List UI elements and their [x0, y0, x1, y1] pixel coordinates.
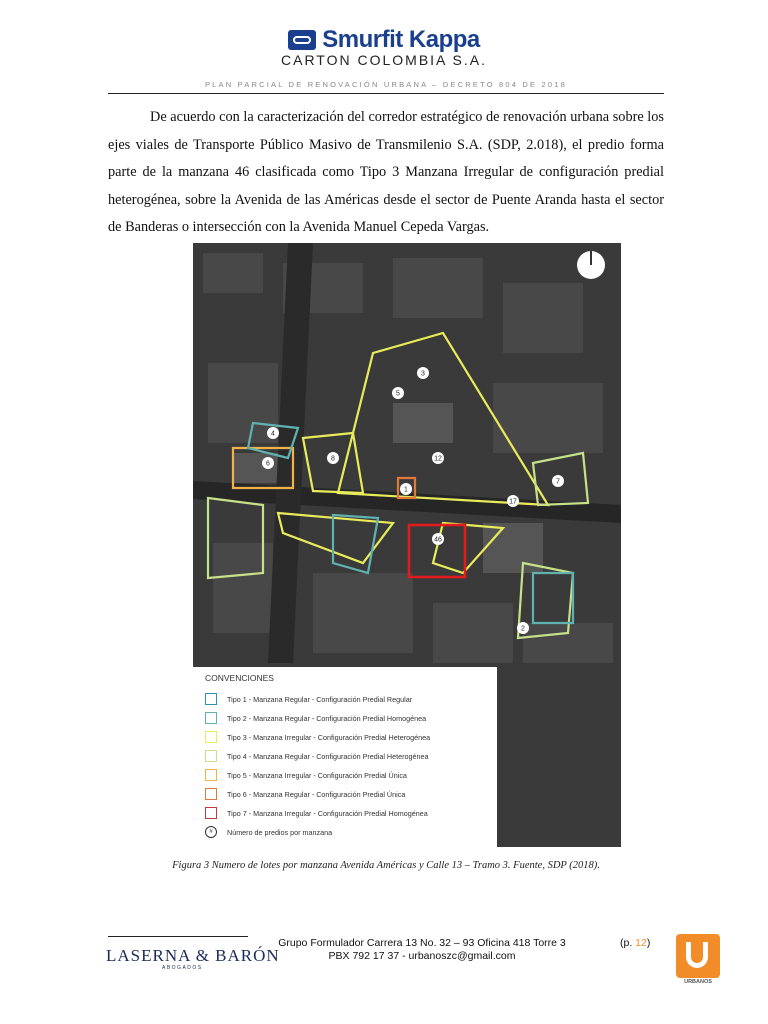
legend-swatch	[205, 807, 217, 819]
legend-title: CONVENCIONES	[205, 673, 274, 683]
header-divider	[108, 93, 664, 94]
figure-caption: Figura 3 Numero de lotes por manzana Avenida Américas y Calle 13 – Tramo 3. Fuente, SDP (2018).	[172, 860, 600, 871]
plan-title: PLAN PARCIAL DE RENOVACIÓN URBANA – DECRETO 804 DE 2018	[204, 80, 568, 89]
legend-label: Tipo 7 - Manzana Irregular - Configuración Predial Homogénea	[227, 808, 428, 818]
law-firm-logo: LASERNA & BARÓN	[106, 946, 280, 965]
urbanos-logo-icon	[676, 934, 720, 978]
block-number: 5	[396, 390, 400, 398]
block-number: 1	[404, 486, 408, 494]
legend-item-number	[205, 826, 332, 838]
legend-label: Tipo 4 - Manzana Regular - Configuración Predial Heterogénea	[227, 751, 429, 761]
legend-label: Tipo 5 - Manzana Irregular - Configuración Predial Única	[227, 770, 407, 780]
footer-divider	[108, 936, 248, 937]
law-firm-subtitle: ABOGADOS	[162, 965, 203, 971]
block-number: 3	[421, 370, 425, 378]
legend-item-tipo-5	[205, 769, 407, 781]
map-legend	[193, 667, 497, 847]
body-paragraph: De acuerdo con la caracterización del corredor estratégico de renovación urbana sobre los ejes viales de Transporte Público Masivo de Transmilenio S.A. (SDP, 2.018), el predio forma parte de la manzana 46 clasificada como Tipo 3 Manzana Irregular de configuración predial heterogénea, sobre la Avenida de las Américas desde el sector de Puente Aranda hasta el sector de Banderas o intersección con la Avenida Manuel Cepeda Vargas.	[108, 109, 664, 235]
address-line-2: PBX 792 17 37 - urbanoszc@gmail.com	[328, 950, 516, 962]
block-number: 8	[331, 455, 335, 463]
legend-item-tipo-6	[205, 788, 405, 800]
company-name: CARTON COLOMBIA S.A.	[281, 52, 487, 68]
brand-logo	[0, 26, 768, 54]
block-number: 2	[521, 625, 525, 633]
legend-label: Número de predios por manzana	[227, 827, 333, 837]
smurfit-kappa-logo-icon	[288, 30, 316, 50]
brand-name: Smurfit Kappa	[322, 26, 480, 53]
map-figure	[193, 243, 621, 847]
block-number: 6	[266, 460, 270, 468]
page-number: (p. 12)	[620, 937, 651, 949]
legend-swatch	[205, 712, 217, 724]
block-number: 17	[509, 498, 517, 506]
block-number: 12	[434, 455, 442, 463]
address-line-1: Grupo Formulador Carrera 13 No. 32 – 93 Oficina 418 Torre 3	[278, 937, 566, 949]
legend-item-tipo-2	[205, 712, 426, 724]
block-number: 46	[434, 536, 442, 544]
number-circle-icon: #	[205, 826, 217, 838]
legend-item-tipo-3	[205, 731, 430, 743]
legend-swatch	[205, 769, 217, 781]
footer-address	[252, 937, 592, 963]
legend-item-tipo-4	[205, 750, 429, 762]
block-number: 7	[556, 478, 560, 486]
legend-label: Tipo 3 - Manzana Irregular - Configuración Predial Heterogénea	[227, 732, 431, 742]
legend-swatch	[205, 750, 217, 762]
urbanos-logo	[676, 934, 720, 988]
legend-swatch	[205, 731, 217, 743]
legend-swatch	[205, 693, 217, 705]
urbanos-label: URBANOS	[684, 979, 712, 985]
legend-swatch	[205, 788, 217, 800]
legend-label: Tipo 6 - Manzana Regular - Configuración Predial Única	[227, 789, 406, 799]
legend-item-tipo-7	[205, 807, 428, 819]
block-number: 4	[271, 430, 275, 438]
legend-item-tipo-1	[205, 693, 412, 705]
legend-label: Tipo 1 - Manzana Regular - Configuración Predial Regular	[227, 694, 413, 704]
legend-label: Tipo 2 - Manzana Regular - Configuración Predial Homogénea	[227, 713, 427, 723]
page-header	[0, 26, 768, 68]
